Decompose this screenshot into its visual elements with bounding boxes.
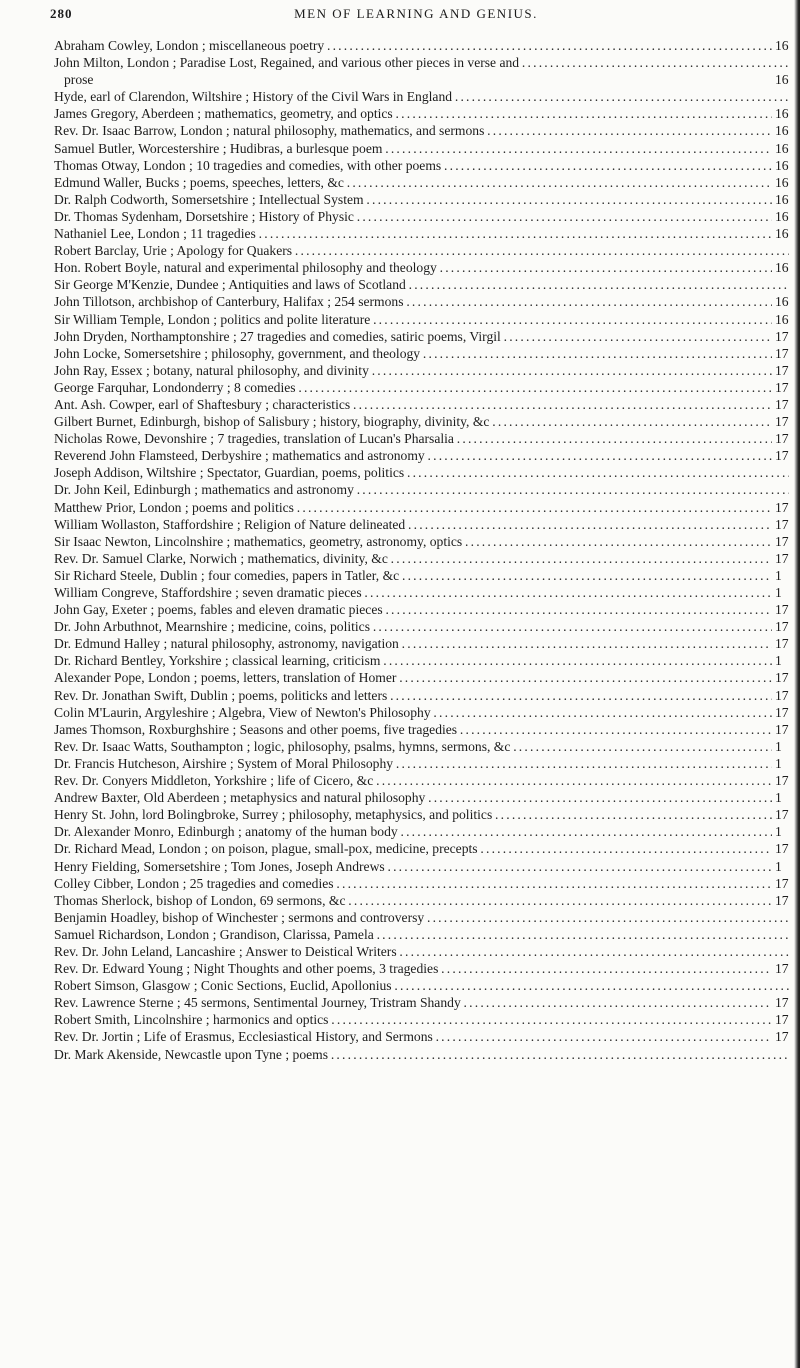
entry-text: Rev. Dr. Isaac Barrow, London ; natural philosophy, mathematics, and sermons . . .: [54, 123, 789, 138]
entry-year: 16: [772, 140, 789, 157]
entry-text: John Ray, Essex ; botany, natural philosophy, and divinity . . .: [54, 363, 789, 378]
entry-year: 1: [772, 567, 789, 584]
entry-text: Dr. Francis Hutcheson, Airshire ; System of Moral Philosophy . . .: [54, 756, 789, 771]
page-header-title: MEN OF LEARNING AND GENIUS.: [294, 6, 538, 21]
entry-text: Samuel Richardson, London ; Grandison, Clarissa, Pamela . . .: [54, 927, 789, 942]
entry-text: Dr. Ralph Codworth, Somersetshire ; Intellectual System . . .: [54, 192, 789, 207]
entry-text: Robert Smith, Lincolnshire ; harmonics and optics . . .: [54, 1012, 789, 1027]
entry-text: John Tillotson, archbishop of Canterbury, Halifax ; 254 sermons . . .: [54, 294, 789, 309]
list-item: [54, 396, 789, 413]
entry-year: 16: [772, 225, 789, 242]
entry-year: 17: [772, 550, 789, 567]
entry-text: Thomas Otway, London ; 10 tragedies and comedies, with other poems . . .: [54, 158, 789, 173]
list-item: [54, 550, 789, 567]
list-item: [54, 345, 789, 362]
entry-year: 17: [772, 1028, 789, 1045]
list-item: [54, 1028, 789, 1045]
list-item: [54, 840, 789, 857]
entry-year: 17: [772, 960, 789, 977]
entry-text: Rev. Dr. Jortin ; Life of Erasmus, Ecclesiastical History, and Sermons . . .: [54, 1029, 789, 1044]
list-item: [54, 567, 789, 584]
list-item: [54, 413, 789, 430]
list-item: [54, 994, 789, 1011]
list-item: [54, 499, 789, 516]
list-item: [54, 635, 789, 652]
entry-text: John Locke, Somersetshire ; philosophy, government, and theology . . .: [54, 346, 789, 361]
entry-year: 17: [772, 772, 789, 789]
list-item: [54, 37, 789, 54]
list-item: [54, 687, 789, 704]
entry-text: Colley Cibber, London ; 25 tragedies and comedies . . .: [54, 876, 789, 891]
entry-text: Rev. Dr. Jonathan Swift, Dublin ; poems, politicks and letters . . .: [54, 688, 789, 703]
entry-text: Dr. Edmund Halley ; natural philosophy, astronomy, navigation . . .: [54, 636, 789, 651]
entry-year: 17: [772, 396, 789, 413]
entry-year: 17: [772, 379, 789, 396]
list-item: [54, 1011, 789, 1028]
entry-year: 17: [772, 618, 789, 635]
list-item: [54, 926, 789, 943]
entry-year: 17: [772, 345, 789, 362]
list-item: [54, 88, 789, 105]
entry-text: Gilbert Burnet, Edinburgh, bishop of Salisbury ; history, biography, divinity, &c . . .: [54, 414, 789, 429]
list-item: [54, 755, 789, 772]
entry-text: Rev. Dr. Edward Young ; Night Thoughts and other poems, 3 tragedies . . .: [54, 961, 789, 976]
list-item: [54, 1046, 789, 1063]
entry-text: Reverend John Flamsteed, Derbyshire ; mathematics and astronomy . . .: [54, 448, 789, 463]
list-item: [54, 157, 789, 174]
list-item: [54, 122, 789, 139]
list-item: [54, 601, 789, 618]
entry-year: 16: [772, 311, 789, 328]
entry-text: Samuel Butler, Worcestershire ; Hudibras, a burlesque poem . . .: [54, 141, 789, 156]
entry-year: 17: [772, 721, 789, 738]
list-item: [54, 242, 789, 259]
list-item: [54, 259, 789, 276]
entry-text: Nathaniel Lee, London ; 11 tragedies . . .: [54, 226, 789, 241]
entry-year: 17: [772, 806, 789, 823]
entry-year: 16: [772, 293, 789, 310]
list-item: [54, 208, 789, 225]
entry-text: Robert Simson, Glasgow ; Conic Sections, Euclid, Apollonius . . .: [54, 978, 789, 993]
list-item: [54, 71, 789, 88]
entry-year: 17: [772, 687, 789, 704]
list-item: [54, 823, 789, 840]
page-edge-shadow: [794, 0, 800, 1368]
list-item: [54, 943, 789, 960]
list-item: [54, 892, 789, 909]
entry-year: 1: [772, 738, 789, 755]
list-item: [54, 789, 789, 806]
entry-year: 16: [772, 105, 789, 122]
list-item: [54, 909, 789, 926]
list-item: [54, 704, 789, 721]
list-item: [54, 311, 789, 328]
list-item: [54, 276, 789, 293]
list-item: [54, 293, 789, 310]
running-head: [50, 6, 782, 26]
entry-text: Dr. Alexander Monro, Edinburgh ; anatomy of the human body . . .: [54, 824, 789, 839]
entry-year: 17: [772, 892, 789, 909]
list-item: [54, 721, 789, 738]
entry-text: Henry Fielding, Somersetshire ; Tom Jones, Joseph Andrews . . .: [54, 859, 789, 874]
entry-text: Dr. John Keil, Edinburgh ; mathematics and astronomy . . .: [54, 482, 789, 497]
entry-year: 17: [772, 430, 789, 447]
list-item: [54, 328, 789, 345]
list-item: [54, 447, 789, 464]
entry-text: Henry St. John, lord Bolingbroke, Surrey ; philosophy, metaphysics, and politics . . .: [54, 807, 789, 822]
entry-text: Robert Barclay, Urie ; Apology for Quakers . . .: [54, 243, 789, 258]
entry-year: 17: [772, 840, 789, 857]
list-item: [54, 464, 789, 481]
entry-text: Sir Richard Steele, Dublin ; four comedies, papers in Tatler, &c . . .: [54, 568, 789, 583]
list-item: [54, 191, 789, 208]
entry-year: 16: [772, 157, 789, 174]
entry-text: Dr. Thomas Sydenham, Dorsetshire ; History of Physic . . .: [54, 209, 789, 224]
entry-text: John Gay, Exeter ; poems, fables and eleven dramatic pieces . . .: [54, 602, 789, 617]
entry-text: George Farquhar, Londonderry ; 8 comedies . . .: [54, 380, 789, 395]
entry-text: Rev. Lawrence Sterne ; 45 sermons, Sentimental Journey, Tristram Shandy . . .: [54, 995, 789, 1010]
list-item: [54, 105, 789, 122]
entry-text: William Wollaston, Staffordshire ; Religion of Nature delineated . . .: [54, 517, 789, 532]
entry-year: 17: [772, 704, 789, 721]
list-item: [54, 875, 789, 892]
entry-text: Joseph Addison, Wiltshire ; Spectator, Guardian, poems, politics . . .: [54, 465, 789, 480]
entry-year: 17: [772, 328, 789, 345]
entry-text: Sir Isaac Newton, Lincolnshire ; mathematics, geometry, astronomy, optics . . .: [54, 534, 789, 549]
entry-text: Alexander Pope, London ; poems, letters, translation of Homer . . .: [54, 670, 789, 685]
list-item: [54, 977, 789, 994]
list-item: [54, 533, 789, 550]
page-number: 280: [50, 6, 73, 21]
entry-year: 17: [772, 601, 789, 618]
list-item: [54, 738, 789, 755]
entry-text: Dr. John Arbuthnot, Mearnshire ; medicine, coins, politics . . .: [54, 619, 789, 634]
list-item: [54, 772, 789, 789]
list-item: [54, 481, 789, 498]
list-item: [54, 960, 789, 977]
list-item: [54, 174, 789, 191]
entry-text: Benjamin Hoadley, bishop of Winchester ; sermons and controversy . . .: [54, 910, 789, 925]
entry-year: 1: [772, 652, 789, 669]
entry-year: 17: [772, 994, 789, 1011]
list-item: [54, 618, 789, 635]
entry-year: 1: [772, 755, 789, 772]
entry-year: 16: [772, 122, 789, 139]
list-item: [54, 584, 789, 601]
entry-year: 16: [772, 174, 789, 191]
list-item: [54, 379, 789, 396]
entry-text: Dr. Richard Bentley, Yorkshire ; classical learning, criticism . . .: [54, 653, 789, 668]
entry-text: James Thomson, Roxburghshire ; Seasons and other poems, five tragedies . . .: [54, 722, 789, 737]
list-item: [54, 669, 789, 686]
entry-year: 16: [772, 208, 789, 225]
entry-year: 17: [772, 499, 789, 516]
entry-year: 17: [772, 669, 789, 686]
entry-text: Colin M'Laurin, Argyleshire ; Algebra, View of Newton's Philosophy . . .: [54, 705, 789, 720]
entry-text: Matthew Prior, London ; poems and politics . . .: [54, 500, 789, 515]
entry-year: 17: [772, 516, 789, 533]
entry-text: William Congreve, Staffordshire ; seven dramatic pieces . . .: [54, 585, 789, 600]
list-item: [54, 652, 789, 669]
entry-text: Thomas Sherlock, bishop of London, 69 sermons, &c . . .: [54, 893, 789, 908]
entry-text: prose: [64, 72, 94, 88]
entry-year: 17: [772, 447, 789, 464]
entry-text: Edmund Waller, Bucks ; poems, speeches, letters, &c . . .: [54, 175, 789, 190]
entry-text: Sir George M'Kenzie, Dundee ; Antiquities and laws of Scotland . . .: [54, 277, 789, 292]
list-item: [54, 54, 789, 71]
entry-text: Abraham Cowley, London ; miscellaneous poetry . . .: [54, 38, 789, 53]
entry-year: 16: [772, 37, 789, 54]
entry-text: Rev. Dr. Isaac Watts, Southampton ; logic, philosophy, psalms, hymns, sermons, &c . . .: [54, 739, 789, 754]
entry-text: Andrew Baxter, Old Aberdeen ; metaphysics and natural philosophy . . .: [54, 790, 789, 805]
entry-year: 1: [772, 858, 789, 875]
entry-year: 16: [772, 259, 789, 276]
entry-text: Hon. Robert Boyle, natural and experimental philosophy and theology . . .: [54, 260, 789, 275]
entry-year: 16: [772, 71, 789, 88]
entry-text: Sir William Temple, London ; politics and polite literature . . .: [54, 312, 789, 327]
entry-year: 17: [772, 413, 789, 430]
entry-year: 17: [772, 1011, 789, 1028]
entry-year: 17: [772, 875, 789, 892]
entry-year: 1: [772, 823, 789, 840]
list-item: [54, 140, 789, 157]
entry-year: 17: [772, 362, 789, 379]
entry-text: Nicholas Rowe, Devonshire ; 7 tragedies, translation of Lucan's Pharsalia . . .: [54, 431, 789, 446]
entry-text: Rev. Dr. Conyers Middleton, Yorkshire ; life of Cicero, &c . . .: [54, 773, 789, 788]
entry-text: Rev. Dr. John Leland, Lancashire ; Answer to Deistical Writers . . .: [54, 944, 789, 959]
entry-text: John Milton, London ; Paradise Lost, Regained, and various other pieces in verse and . . .: [54, 55, 789, 70]
list-item: [54, 225, 789, 242]
entries-list: [54, 37, 789, 1063]
entry-year: 17: [772, 533, 789, 550]
entry-text: Ant. Ash. Cowper, earl of Shaftesbury ; characteristics . . .: [54, 397, 789, 412]
entry-text: James Gregory, Aberdeen ; mathematics, geometry, and optics . . .: [54, 106, 789, 121]
entry-year: 17: [772, 635, 789, 652]
entry-year: 1: [772, 789, 789, 806]
entry-text: Dr. Richard Mead, London ; on poison, plague, small-pox, medicine, precepts . . .: [54, 841, 789, 856]
entry-text: John Dryden, Northamptonshire ; 27 tragedies and comedies, satiric poems, Virgil . . .: [54, 329, 789, 344]
list-item: [54, 858, 789, 875]
entry-year: 16: [772, 191, 789, 208]
entry-year: 1: [772, 584, 789, 601]
list-item: [54, 806, 789, 823]
list-item: [54, 430, 789, 447]
entry-text: Hyde, earl of Clarendon, Wiltshire ; History of the Civil Wars in England . . .: [54, 89, 789, 104]
entry-text: Dr. Mark Akenside, Newcastle upon Tyne ; poems . . .: [54, 1047, 789, 1062]
entry-text: Rev. Dr. Samuel Clarke, Norwich ; mathematics, divinity, &c . . .: [54, 551, 789, 566]
list-item: [54, 362, 789, 379]
list-item: [54, 516, 789, 533]
